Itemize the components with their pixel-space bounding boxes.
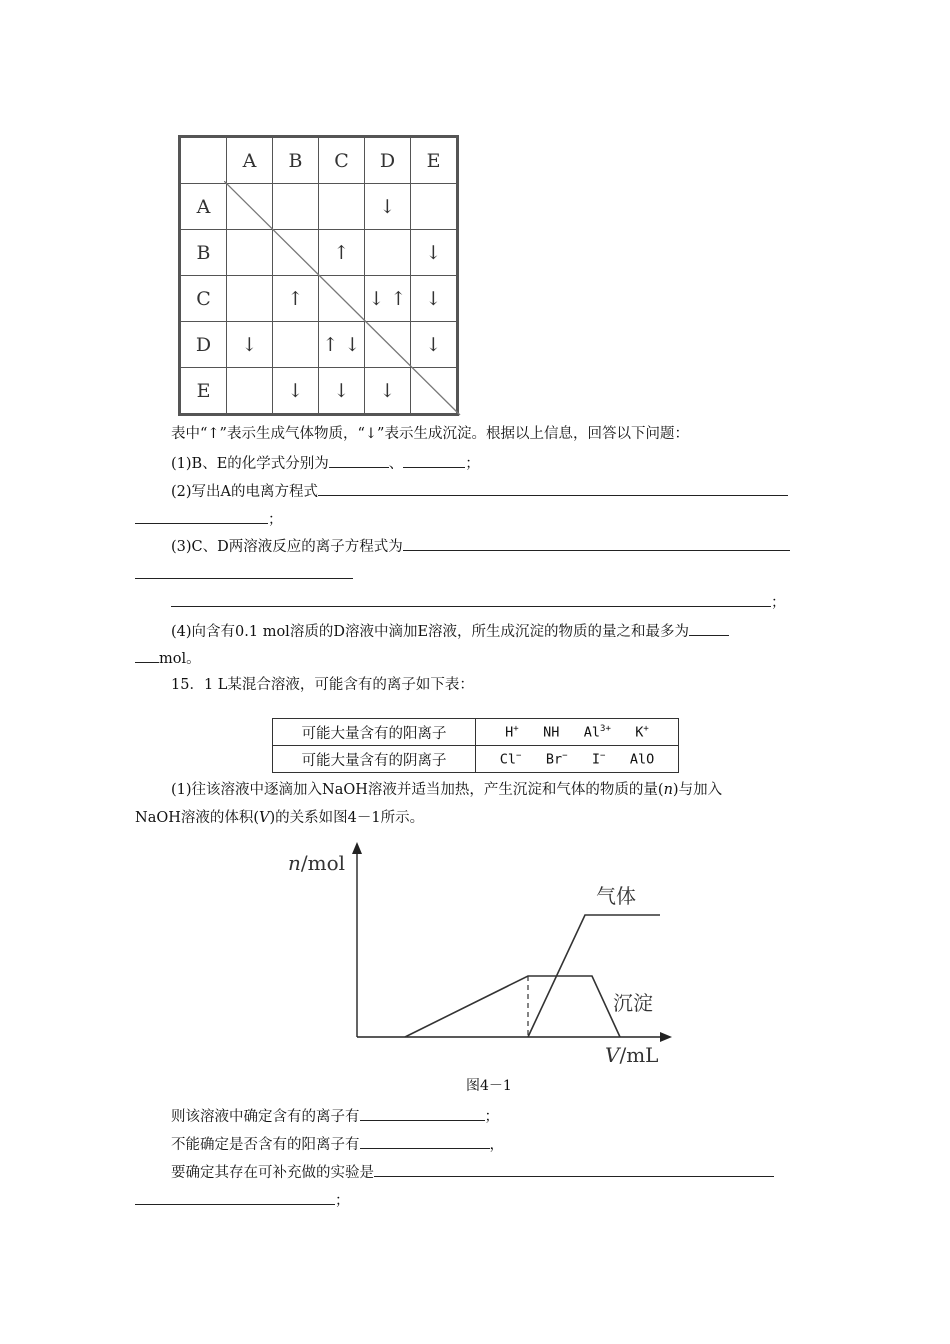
grid-cell: ↑ ↓ bbox=[319, 322, 365, 368]
grid-cell: ↓ bbox=[365, 368, 411, 415]
figure-4-1 bbox=[280, 840, 680, 1070]
answer-2: 不能确定是否含有的阳离子有 ， bbox=[171, 1133, 504, 1155]
problem-15: 15．1 L某混合溶液，可能含有的离子如下表： bbox=[171, 677, 474, 693]
grid-cell: ↓ ↑ bbox=[365, 276, 411, 322]
answer-blank[interactable] bbox=[360, 1133, 490, 1149]
answer-blank[interactable] bbox=[360, 1105, 485, 1121]
answer-blank[interactable] bbox=[689, 620, 729, 636]
question-3: (3)C、D两溶液反应的离子方程式为 bbox=[171, 535, 790, 557]
x-axis-label: V/mL bbox=[605, 1043, 659, 1067]
answer-1: 则该溶液中确定含有的离子有 ； bbox=[171, 1105, 499, 1127]
answer-blank[interactable] bbox=[135, 647, 159, 663]
grid-cell: ↓ bbox=[411, 322, 458, 368]
intro-text: 表中“↑”表示生成气体物质，“↓”表示生成沉淀。根据以上信息，回答以下问题： bbox=[171, 426, 689, 442]
x-axis-arrow bbox=[660, 1032, 672, 1042]
grid-cell: ↓ bbox=[411, 230, 458, 276]
grid-cell: ↓ bbox=[365, 184, 411, 230]
question-4-cont: mol。 bbox=[135, 647, 201, 669]
question-4: (4)向含有0.1 mol溶质的D溶液中滴加E溶液，所生成沉淀的物质的量之和最多为 bbox=[171, 620, 729, 642]
grid-diagonal bbox=[224, 181, 462, 417]
question-3-cont2: ； bbox=[171, 591, 786, 613]
row-header: D bbox=[180, 322, 227, 368]
answer-blank[interactable] bbox=[171, 591, 771, 607]
answer-blank[interactable] bbox=[135, 563, 353, 579]
grid-cell: ↓ bbox=[411, 276, 458, 322]
answer-blank[interactable] bbox=[135, 508, 268, 524]
precipitate-curve bbox=[405, 976, 620, 1037]
row-header: A bbox=[180, 184, 227, 230]
cation-label: 可能大量含有的阳离子 bbox=[273, 719, 476, 746]
grid-cell: ↑ bbox=[319, 230, 365, 276]
row-header: C bbox=[180, 276, 227, 322]
cation-values: H+ NH $Al^{3+}$ K+ bbox=[476, 719, 679, 746]
figure-caption: 图4－1 bbox=[466, 1078, 512, 1094]
col-header: A bbox=[227, 137, 273, 184]
problem-15-part1-cont: NaOH溶液的体积(V)的关系如图4－1所示。 bbox=[135, 810, 425, 826]
answer-blank[interactable] bbox=[403, 535, 790, 551]
y-axis-arrow bbox=[352, 842, 362, 854]
grid-cell: ↓ bbox=[319, 368, 365, 415]
question-2-cont: ； bbox=[135, 508, 283, 530]
problem-15-part1: (1)往该溶液中逐滴加入NaOH溶液并适当加热，产生沉淀和气体的物质的量(n)与加入 bbox=[171, 782, 723, 798]
answer-blank[interactable] bbox=[135, 1189, 335, 1205]
ions-table bbox=[272, 718, 679, 773]
row-header: B bbox=[180, 230, 227, 276]
question-2: (2)写出A的电离方程式 bbox=[171, 480, 788, 502]
answer-blank[interactable] bbox=[374, 1161, 774, 1177]
col-header: E bbox=[411, 137, 458, 184]
col-header: B bbox=[273, 137, 319, 184]
grid-corner bbox=[180, 137, 227, 184]
answer-blank[interactable] bbox=[403, 452, 465, 468]
col-header: C bbox=[319, 137, 365, 184]
question-3-cont bbox=[135, 563, 353, 585]
question-1: (1)B、E的化学式分别为 、 ； bbox=[171, 452, 480, 474]
grid-cell: ↓ bbox=[273, 368, 319, 415]
col-header: D bbox=[365, 137, 411, 184]
anion-values: Cl− Br− I− AlO bbox=[476, 746, 679, 773]
precipitate-label: 沉淀 bbox=[613, 991, 653, 1015]
row-header: E bbox=[180, 368, 227, 415]
answer-blank[interactable] bbox=[318, 480, 788, 496]
anion-label: 可能大量含有的阴离子 bbox=[273, 746, 476, 773]
grid-cell: ↑ bbox=[273, 276, 319, 322]
gas-label: 气体 bbox=[596, 884, 636, 908]
y-axis-label: n/mol bbox=[288, 851, 346, 875]
answer-3-cont: ； bbox=[135, 1189, 350, 1211]
grid-cell: ↓ bbox=[227, 322, 273, 368]
answer-blank[interactable] bbox=[329, 452, 389, 468]
answer-3: 要确定其存在可补充做的实验是 bbox=[171, 1161, 774, 1183]
